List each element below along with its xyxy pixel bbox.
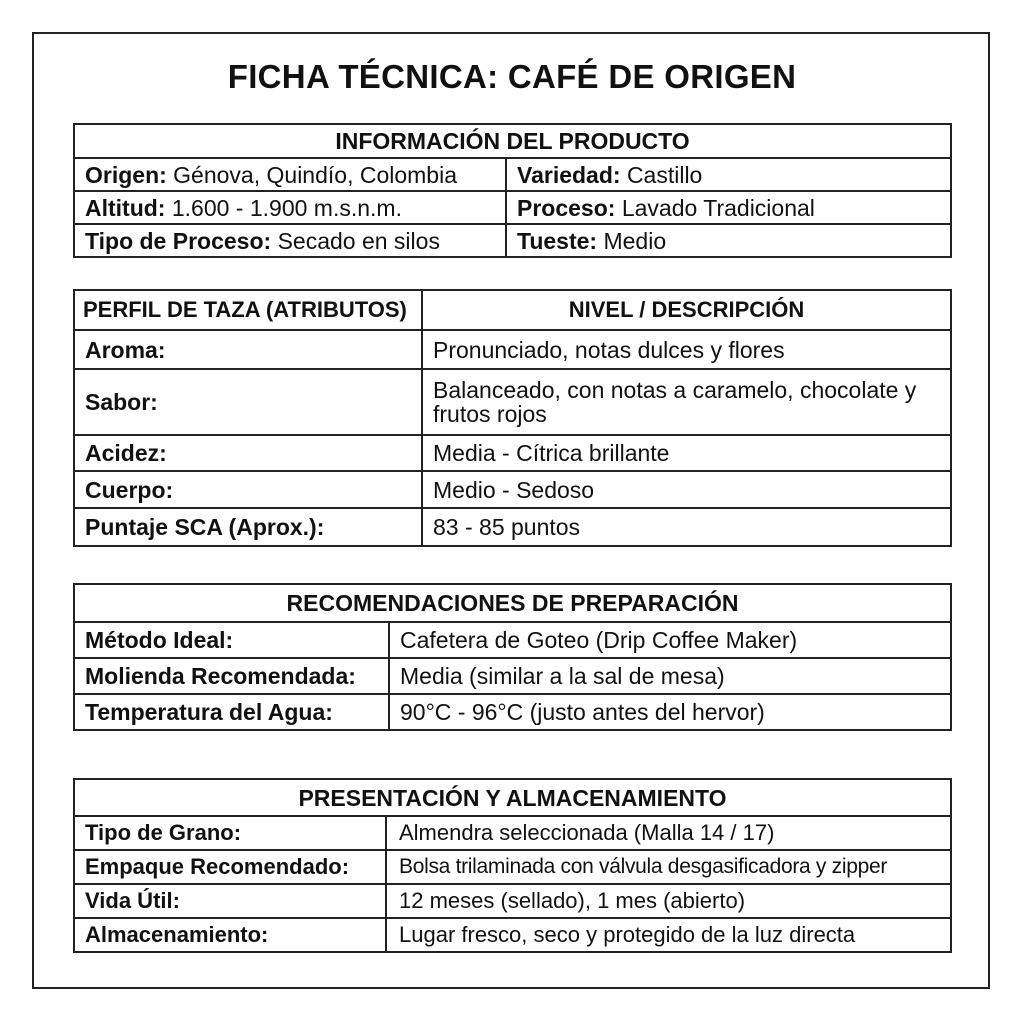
altitude-cell (74, 191, 506, 224)
table-row (74, 658, 951, 694)
bean-type-value: Almendra seleccionada (Malla 14 / 17) (386, 816, 951, 850)
process-cell (506, 191, 951, 224)
storage-header: PRESENTACIÓN Y ALMACENAMIENTO (74, 779, 951, 816)
shelf-life-value: 12 meses (sellado), 1 mes (abierto) (386, 884, 951, 918)
preparation-header: RECOMENDACIONES DE PREPARACIÓN (74, 584, 951, 622)
table-row (74, 435, 951, 471)
aroma-label: Aroma: (74, 330, 422, 369)
process-label: Proceso: (517, 194, 616, 221)
preparation-table (73, 583, 952, 731)
table-row (74, 850, 951, 884)
origin-label: Origen: (85, 161, 167, 188)
table-row (74, 918, 951, 952)
method-label: Método Ideal: (74, 622, 389, 658)
packaging-label: Empaque Recomendado: (74, 850, 386, 884)
table-row (74, 191, 951, 224)
water-temperature-value: 90°C - 96°C (justo antes del hervor) (389, 694, 951, 730)
grind-value: Media (similar a la sal de mesa) (389, 658, 951, 694)
table-row (74, 816, 951, 850)
cup-profile-header-attributes: PERFIL DE TAZA (ATRIBUTOS) (74, 290, 422, 330)
flavor-value: Balanceado, con notas a caramelo, chocolate y frutos rojos (422, 369, 951, 435)
document-title: FICHA TÉCNICA: CAFÉ DE ORIGEN (227, 58, 797, 95)
roast-label: Tueste: (517, 227, 598, 254)
table-row (74, 158, 951, 191)
altitude-label: Altitud: (85, 194, 166, 221)
aroma-value: Pronunciado, notas dulces y flores (422, 330, 951, 369)
variety-label: Variedad: (517, 161, 621, 188)
bean-type-label: Tipo de Grano: (74, 816, 386, 850)
origin-value: Génova, Quindío, Colombia (173, 161, 457, 188)
flavor-label: Sabor: (74, 369, 422, 435)
process-type-cell (74, 224, 506, 257)
storage-value: Lugar fresco, seco y protegido de la luz directa (386, 918, 951, 952)
shelf-life-label: Vida Útil: (74, 884, 386, 918)
table-row (74, 369, 951, 435)
table-row (74, 508, 951, 546)
body-label: Cuerpo: (74, 471, 422, 508)
table-row (74, 622, 951, 658)
body-value: Medio - Sedoso (422, 471, 951, 508)
variety-cell (506, 158, 951, 191)
origin-cell (74, 158, 506, 191)
roast-value: Medio (603, 227, 667, 254)
storage-table (73, 778, 952, 953)
acidity-value: Media - Cítrica brillante (422, 435, 951, 471)
altitude-value: 1.600 - 1.900 m.s.n.m. (171, 194, 402, 221)
storage-label: Almacenamiento: (74, 918, 386, 952)
cup-profile-table (73, 289, 952, 547)
table-row (74, 884, 951, 918)
table-row (74, 471, 951, 508)
process-value: Lavado Tradicional (621, 194, 815, 221)
product-info-table (73, 123, 952, 258)
process-type-label: Tipo de Proceso: (85, 227, 272, 254)
variety-value: Castillo (626, 161, 703, 188)
grind-label: Molienda Recomendada: (74, 658, 389, 694)
roast-cell (506, 224, 951, 257)
acidity-label: Acidez: (74, 435, 422, 471)
process-type-value: Secado en silos (277, 227, 440, 254)
method-value: Cafetera de Goteo (Drip Coffee Maker) (389, 622, 951, 658)
packaging-value: Bolsa trilaminada con válvula desgasificadora y zipper (386, 850, 951, 884)
cup-profile-header-description: NIVEL / DESCRIPCIÓN (422, 290, 951, 330)
sca-score-label: Puntaje SCA (Aprox.): (74, 508, 422, 546)
water-temperature-label: Temperatura del Agua: (74, 694, 389, 730)
product-info-header: INFORMACIÓN DEL PRODUCTO (74, 124, 951, 158)
table-row (74, 694, 951, 730)
sca-score-value: 83 - 85 puntos (422, 508, 951, 546)
table-row (74, 224, 951, 257)
table-row (74, 330, 951, 369)
